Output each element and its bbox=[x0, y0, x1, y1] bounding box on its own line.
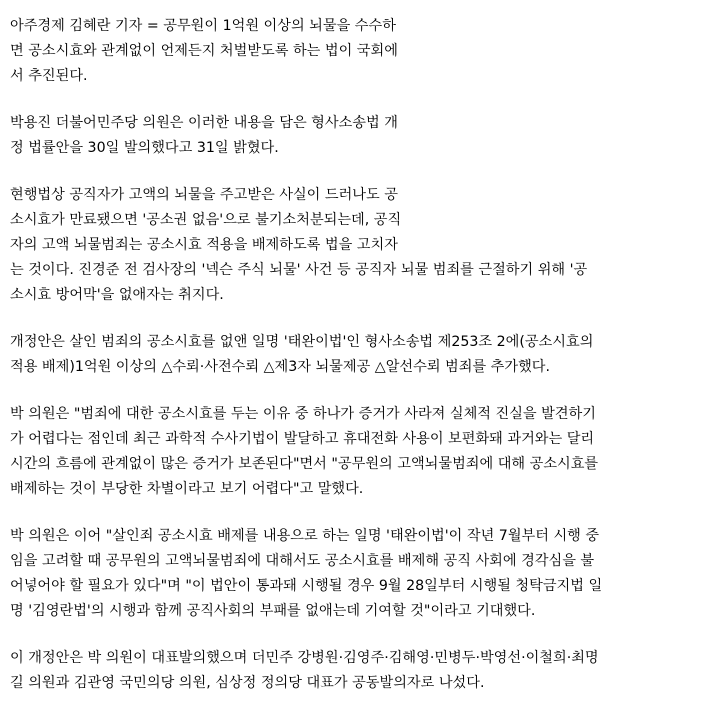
text-line: 정 법률안을 30일 발의했다고 31일 밝혔다. bbox=[10, 140, 279, 156]
text-line: 시간의 흐름에 관계없이 많은 증거가 보존된다"면서 "공무원의 고액뇌물범죄에 대해 공소시효를 bbox=[10, 456, 599, 472]
text-line: 길 의원과 김관영 국민의당 의원, 심상정 정의당 대표가 공동발의자로 나섰다. bbox=[10, 675, 485, 691]
text-line: 박용진 더불어민주당 의원은 이러한 내용을 담은 형사소송법 개 bbox=[10, 115, 398, 131]
paragraph-5 bbox=[10, 402, 710, 502]
paragraph-gap bbox=[10, 308, 710, 330]
text-line: 배제하는 것이 부당한 차별이라고 보기 어렵다"고 말했다. bbox=[10, 481, 364, 497]
paragraph-gap bbox=[10, 161, 710, 183]
text-line: 명 '김영란법'의 시행과 함께 공직사회의 부패를 없애는데 기여할 것"이라고 기대했다. bbox=[10, 603, 536, 619]
text-line: 박 의원은 "범죄에 대한 공소시효를 두는 이유 중 하나가 증거가 사라져 실체적 진실을 발견하기 bbox=[10, 406, 596, 422]
text-line: 자의 고액 뇌물범죄는 공소시효 적용을 배제하도록 법을 고치자 bbox=[10, 237, 398, 253]
paragraph-gap bbox=[10, 380, 710, 402]
text-line: 이 개정안은 박 의원이 대표발의했으며 더민주 강병원·김영주·김해영·민병두·박영선·이철희·최명 bbox=[10, 650, 599, 666]
text-line: 현행법상 공직자가 고액의 뇌물을 주고받은 사실이 드러나도 공 bbox=[10, 187, 398, 203]
text-line: 임을 고려할 때 공무원의 고액뇌물범죄에 대해서도 공소시효를 배제해 공직 사회에 경각심을 불 bbox=[10, 553, 595, 569]
paragraph-2 bbox=[10, 111, 710, 161]
article-body bbox=[10, 14, 710, 696]
paragraph-3 bbox=[10, 183, 710, 308]
text-line: 어넣어야 할 필요가 있다"며 "이 법안이 통과돼 시행될 경우 9월 28일부터 시행될 청탁금지법 일 bbox=[10, 578, 603, 594]
paragraph-gap bbox=[10, 624, 710, 646]
text-line: 소시효가 만료됐으면 '공소권 없음'으로 불기소처분되는데, 공직 bbox=[10, 212, 402, 228]
text-line: 아주경제 김혜란 기자 = 공무원이 1억원 이상의 뇌물을 수수하 bbox=[10, 18, 396, 34]
paragraph-1 bbox=[10, 14, 710, 89]
paragraph-gap bbox=[10, 502, 710, 524]
paragraph-7 bbox=[10, 646, 710, 696]
text-line: 가 어렵다는 점인데 최근 과학적 수사기법이 발달하고 휴대전화 사용이 보편화돼 과거와는 달리 bbox=[10, 431, 595, 447]
paragraph-6 bbox=[10, 524, 710, 624]
text-line: 는 것이다. 진경준 전 검사장의 '넥슨 주식 뇌물' 사건 등 공직자 뇌물 범죄를 근절하기 위해 '공 bbox=[10, 262, 588, 278]
text-line: 면 공소시효와 관계없이 언제든지 처벌받도록 하는 법이 국회에 bbox=[10, 43, 398, 59]
text-line: 적용 배제)1억원 이상의 △수뢰·사전수뢰 △제3자 뇌물제공 △알선수뢰 범죄를 추가했다. bbox=[10, 359, 550, 375]
text-line: 소시효 방어막'을 없애자는 취지다. bbox=[10, 287, 224, 303]
text-line: 서 추진된다. bbox=[10, 68, 88, 84]
paragraph-gap bbox=[10, 89, 710, 111]
text-line: 개정안은 살인 범죄의 공소시효를 없앤 일명 '태완이법'인 형사소송법 제253조 2에(공소시효의 bbox=[10, 334, 594, 350]
text-line: 박 의원은 이어 "살인죄 공소시효 배제를 내용으로 하는 일명 '태완이법'이 작년 7월부터 시행 중 bbox=[10, 528, 600, 544]
paragraph-4 bbox=[10, 330, 710, 380]
